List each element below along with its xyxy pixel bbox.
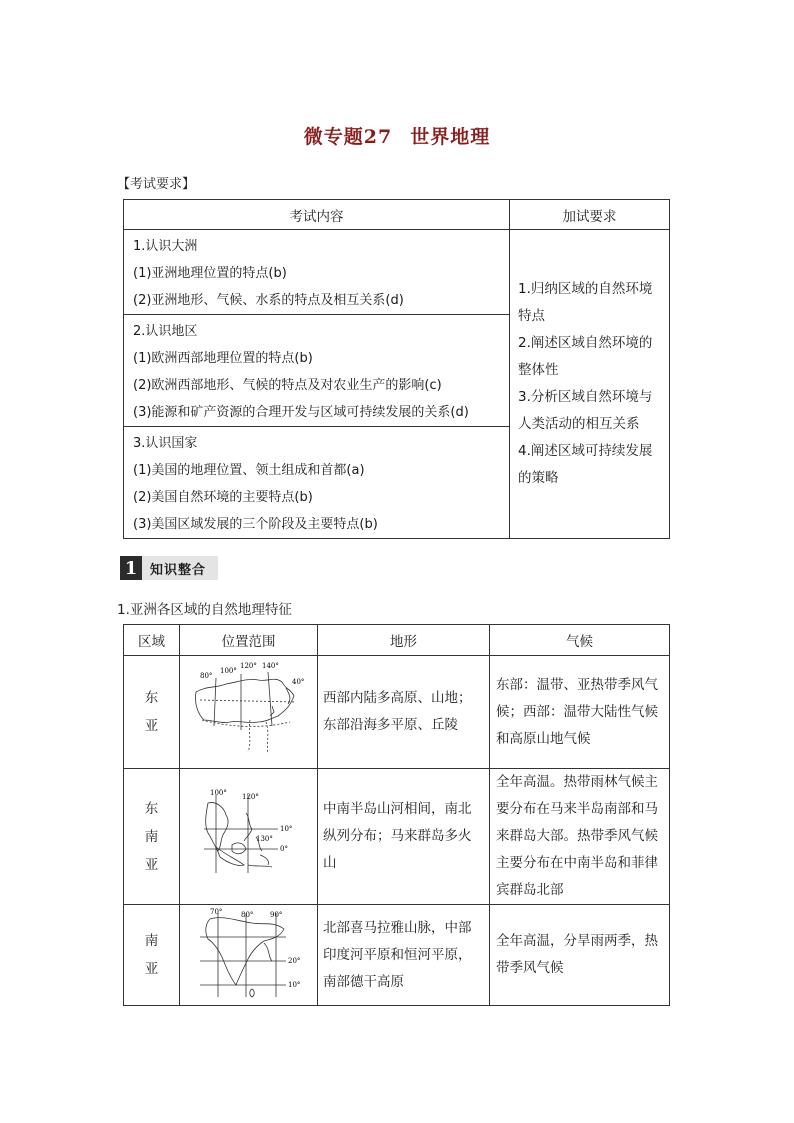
climate-line: 要分布在马来半岛南部和马 — [496, 801, 658, 817]
terrain-line: 西部内陆多高原、山地； — [323, 690, 472, 706]
region-char: 南 — [144, 828, 159, 845]
map-label: 120° — [242, 792, 259, 801]
title-sub: 世界地理 — [410, 126, 491, 148]
group-item: (2)欧洲西部地形、气候的特点及对农业生产的影响(c) — [133, 378, 442, 393]
south-asia-map-icon — [186, 905, 311, 1001]
climate-line: 全年高温，分旱雨两季，热 — [496, 933, 658, 949]
additional-line: 1.归纳区域的自然环境 — [518, 281, 653, 297]
terrain-line: 北部喜马拉雅山脉，中部 — [323, 919, 472, 936]
climate-cell — [490, 769, 670, 905]
map-label: 100° — [210, 788, 227, 797]
title-main: 微专题27 — [303, 126, 393, 148]
region-southeast-asia — [124, 769, 180, 905]
map-label: 0° — [280, 844, 288, 853]
requirements-table — [123, 199, 670, 539]
climate-cell — [490, 656, 670, 769]
group-item: (1)欧洲西部地理位置的特点(b) — [133, 351, 313, 366]
additional-line: 特点 — [518, 308, 545, 324]
terrain-line: 南部德干高原 — [323, 973, 404, 990]
header-location: 位置范围 — [180, 625, 318, 656]
climate-line: 东部：温带、亚热带季风气 — [496, 676, 658, 693]
region-char: 亚 — [144, 718, 159, 734]
group-item: (2)亚洲地形、气候、水系的特点及相互关系(d) — [133, 293, 404, 308]
additional-line: 人类活动的相互关系 — [518, 416, 640, 432]
header-additional: 加试要求 — [510, 200, 670, 230]
header-region: 区域 — [124, 625, 180, 656]
region-east-asia — [124, 656, 180, 769]
group-heading: 2.认识地区 — [133, 324, 198, 339]
table-row — [124, 230, 670, 315]
table-row — [124, 769, 670, 905]
group-item: (1)亚洲地理位置的特点(b) — [133, 266, 287, 281]
map-cell — [180, 905, 318, 1006]
requirement-group-1 — [124, 230, 510, 315]
climate-line: 和高原山地气候 — [496, 730, 591, 747]
southeast-asia-map-icon — [186, 785, 311, 885]
additional-line: 2.阐述区域自然环境的 — [518, 335, 653, 351]
additional-line: 整体性 — [518, 362, 559, 378]
map-label: 40° — [292, 678, 305, 686]
terrain-cell — [318, 905, 490, 1006]
subheading: 1.亚洲各区域的自然地理特征 — [117, 602, 292, 618]
additional-requirements — [510, 230, 670, 539]
map-cell — [180, 656, 318, 769]
requirement-group-3 — [124, 427, 510, 539]
map-label: 90° — [270, 911, 283, 919]
group-item: (3)能源和矿产资源的合理开发与区域可持续发展的关系(d) — [133, 405, 469, 420]
climate-line: 宾群岛北部 — [496, 882, 564, 898]
group-item: (1)美国的地理位置、领土组成和首都(a) — [133, 463, 365, 478]
climate-cell — [490, 905, 670, 1006]
region-char: 亚 — [144, 856, 159, 873]
terrain-line: 纵列分布；马来群岛多火 — [323, 828, 472, 844]
region-char: 亚 — [144, 961, 159, 977]
header-climate: 气候 — [490, 625, 670, 656]
terrain-line: 东部沿海多平原、丘陵 — [323, 717, 458, 733]
map-label: 130° — [256, 834, 273, 843]
map-label: 100° — [220, 667, 237, 675]
terrain-cell — [318, 656, 490, 769]
page-title — [0, 122, 794, 149]
section-number: 1 — [120, 556, 142, 580]
region-char: 东 — [144, 800, 159, 817]
requirement-group-2 — [124, 315, 510, 427]
section-title: 知识整合 — [150, 562, 207, 578]
terrain-line: 山 — [323, 855, 337, 871]
table-header-row — [124, 200, 670, 230]
east-asia-map-icon — [186, 660, 311, 760]
section-header — [120, 556, 218, 580]
map-cell — [180, 769, 318, 905]
terrain-line: 中南半岛山河相间，南北 — [323, 801, 472, 817]
climate-line: 主要分布在中南半岛和菲律 — [496, 855, 658, 871]
map-label: 10° — [280, 824, 293, 833]
table-header-row — [124, 625, 670, 656]
group-item: (3)美国区域发展的三个阶段及主要特点(b) — [133, 517, 378, 532]
terrain-line: 印度河平原和恒河平原， — [323, 946, 472, 963]
group-heading: 1.认识大洲 — [133, 239, 198, 254]
additional-line: 的策略 — [518, 470, 559, 486]
climate-line: 候；西部：温带大陆性气候 — [496, 703, 658, 720]
table-row — [124, 905, 670, 1006]
map-label: 80° — [200, 672, 213, 680]
climate-line: 全年高温。热带雨林气候主 — [496, 774, 658, 790]
header-content: 考试内容 — [124, 200, 510, 230]
asia-regions-table — [123, 624, 670, 1006]
climate-line: 带季风气候 — [496, 960, 564, 976]
additional-line: 4.阐述区域可持续发展 — [518, 443, 653, 459]
requirements-label: 【考试要求】 — [117, 177, 196, 192]
additional-line: 3.分析区域自然环境与 — [518, 389, 653, 405]
group-item: (2)美国自然环境的主要特点(b) — [133, 490, 313, 505]
map-label: 70° — [210, 908, 223, 916]
terrain-cell — [318, 769, 490, 905]
climate-line: 来群岛大部。热带季风气候 — [496, 828, 658, 844]
region-char: 东 — [144, 690, 159, 706]
map-label: 80° — [241, 911, 254, 919]
map-label: 140° — [262, 662, 279, 670]
region-char: 南 — [144, 933, 159, 949]
group-heading: 3.认识国家 — [133, 436, 198, 451]
map-label: 20° — [288, 957, 301, 965]
region-south-asia — [124, 905, 180, 1006]
map-label: 10° — [288, 981, 301, 989]
map-label: 120° — [240, 662, 257, 670]
header-terrain: 地形 — [318, 625, 490, 656]
table-row — [124, 656, 670, 769]
